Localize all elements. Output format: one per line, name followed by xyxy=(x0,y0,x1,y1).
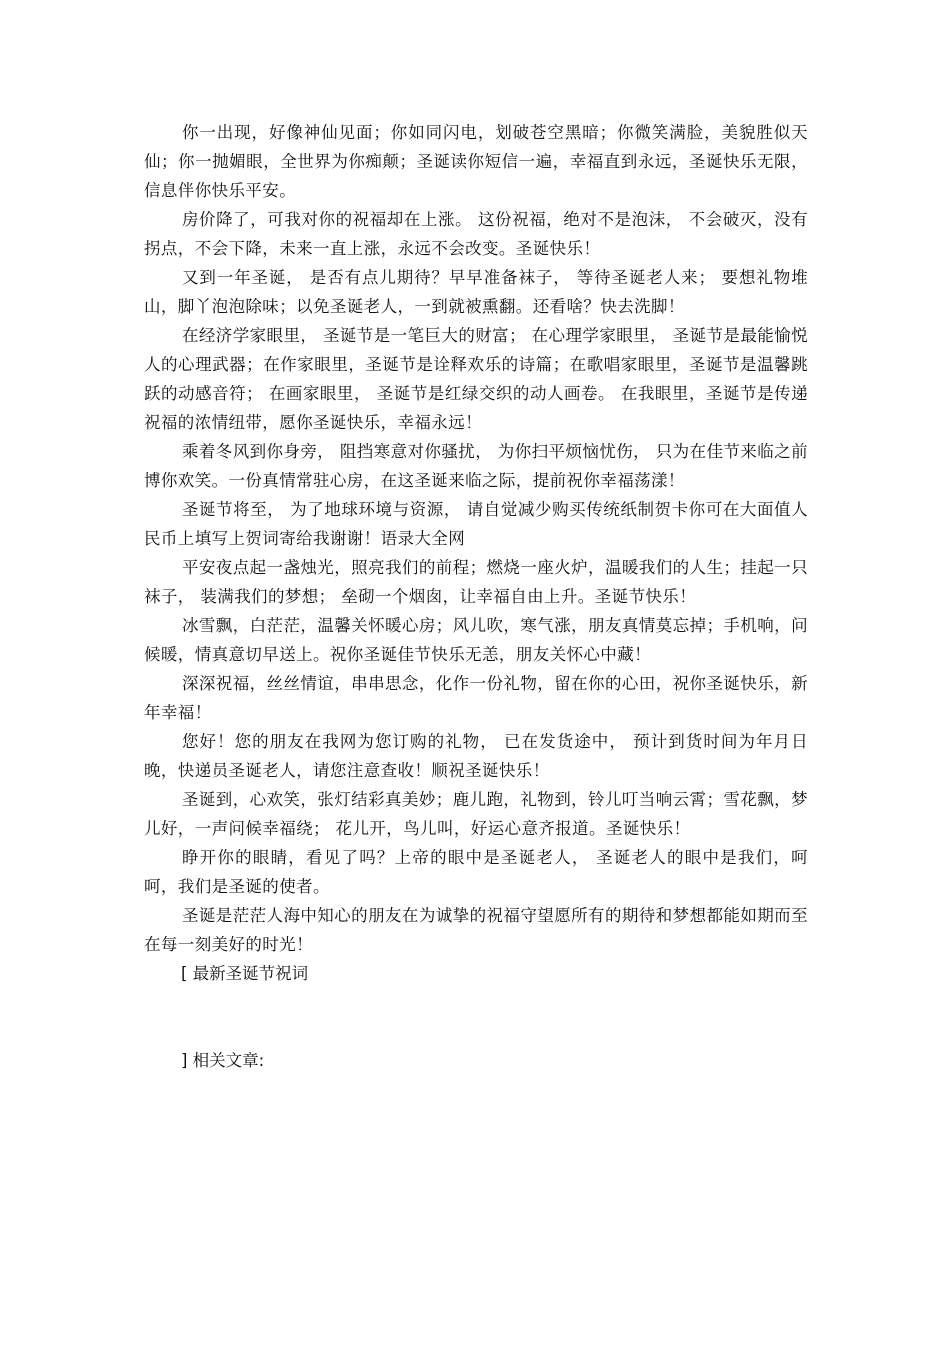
paragraph: 深深祝福，丝丝情谊，串串思念，化作一份礼物，留在你的心田，祝你圣诞快乐，新年幸福！ xyxy=(144,674,808,722)
paragraph: 圣诞到，心欢笑，张灯结彩真美妙；鹿儿跑，礼物到，铃儿叮当响云霄；雪花飘，梦儿好，一声问候幸福绕； 花儿开，鸟儿叫，好运心意齐报道。圣诞快乐！ xyxy=(144,790,808,838)
related-articles-label: ] 相关文章: xyxy=(181,1051,265,1070)
paragraph: 冰雪飘，白茫茫，温馨关怀暖心房；风儿吹，寒气涨，朋友真情莫忘掉；手机响，问候暖，情真意切早送上。祝你圣诞佳节快乐无恙，朋友关怀心中藏！ xyxy=(144,616,808,664)
related-title-open: [ 最新圣诞节祝词 xyxy=(181,964,309,983)
paragraph: 又到一年圣诞， 是否有点儿期待？早早准备袜子， 等待圣诞老人来； 要想礼物堆山，脚丫泡泡除味；以免圣诞老人，一到就被熏翻。还看啥？快去洗脚！ xyxy=(144,268,808,316)
paragraph: 你一出现，好像神仙见面；你如同闪电，划破苍空黑暗；你微笑满脸，美貌胜似天仙；你一抛媚眼，全世界为你痴颠；圣诞读你短信一遍，幸福直到永远，圣诞快乐无限，信息伴你快乐平安。 xyxy=(144,123,808,200)
paragraph: 房价降了，可我对你的祝福却在上涨。 这份祝福，绝对不是泡沫， 不会破灭，没有拐点，不会下降，未来一直上涨，永远不会改变。圣诞快乐！ xyxy=(144,210,808,258)
paragraph: 圣诞是茫茫人海中知心的朋友在为诚挚的祝福守望愿所有的期待和梦想都能如期而至在每一刻美好的时光！ xyxy=(144,906,808,954)
paragraph: 乘着冬风到你身旁， 阻挡寒意对你骚扰， 为你扫平烦恼忧伤， 只为在佳节来临之前博你欢笑。一份真情常驻心房，在这圣诞来临之际，提前祝你幸福荡漾！ xyxy=(144,442,808,490)
paragraph: 您好！您的朋友在我网为您订购的礼物， 已在发货途中， 预计到货时间为年月日晚，快递员圣诞老人，请您注意查收！顺祝圣诞快乐！ xyxy=(144,732,808,780)
paragraph: 睁开你的眼睛，看见了吗？上帝的眼中是圣诞老人， 圣诞老人的眼中是我们，呵呵，我们是圣诞的使者。 xyxy=(144,848,808,896)
paragraph: 平安夜点起一盏烛光，照亮我们的前程；燃烧一座火炉，温暖我们的人生；挂起一只袜子， 装满我们的梦想； 垒砌一个烟囱，让幸福自由上升。圣诞节快乐！ xyxy=(144,558,808,606)
paragraph: 圣诞节将至， 为了地球环境与资源， 请自觉减少购买传统纸制贺卡你可在大面值人民币上填写上贺词寄给我谢谢！语录大全网 xyxy=(144,500,808,548)
paragraph: 在经济学家眼里， 圣诞节是一笔巨大的财富； 在心理学家眼里， 圣诞节是最能愉悦人的心理武器；在作家眼里，圣诞节是诠释欢乐的诗篇；在歌唱家眼里，圣诞节是温馨跳跃的动感音符； 在画家眼里， 圣诞节是红绿交织的动人画卷。 在我眼里，圣诞节是传递祝福的浓情纽带，愿你圣诞快乐，幸福永远！ xyxy=(144,326,808,432)
document-body xyxy=(144,118,808,1075)
